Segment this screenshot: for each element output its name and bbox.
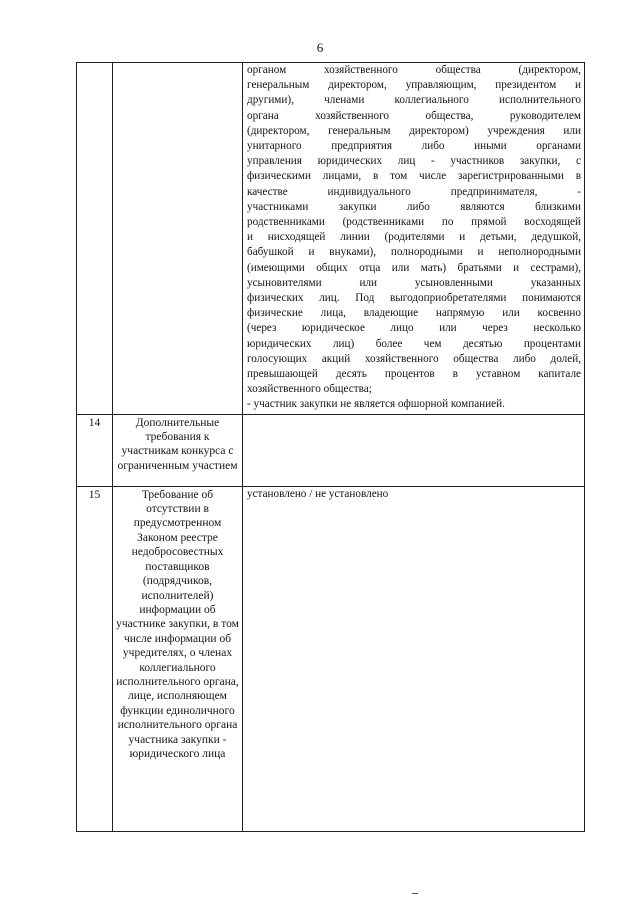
requirement-text-line: управления юридических лиц - участников закупки, с — [247, 155, 581, 168]
table-row-15 — [77, 486, 585, 831]
requirement-value — [243, 415, 584, 416]
requirement-value-cell — [243, 486, 585, 831]
requirement-text-line: бабушкой и внуками), полнородными и неполнородными — [247, 246, 581, 259]
requirement-text-line: превышающей десять процентов в уставном капитале — [247, 368, 581, 381]
requirement-name: Дополнительные требования к участникам конкурса с ограниченным участием — [117, 416, 238, 472]
requirement-text-line: (директором, генеральным директором) учреждения или — [247, 124, 581, 137]
requirement-text-line: физические лица, владеющие напрямую или косвенно — [247, 307, 581, 320]
requirement-text-line: (через юридическое лицо или через несколько — [247, 322, 581, 335]
requirement-name-cell — [113, 486, 243, 831]
requirement-text-line: усыновителями или усыновленными указанных — [247, 276, 581, 289]
requirement-name: Требование об отсутствии в предусмотренном Законом реестре недобросовестных поставщиков (подрядчиков, исполнителей) информации об участнике закупки, в том числе информации об учредителях, о членах коллегиального исполнительного органа, лице, исполняющем функции единоличного исполнительного органа участника закупки - юридического лица — [116, 488, 239, 760]
requirement-text-line: юридических лиц) более чем десятью процентами — [247, 337, 581, 350]
requirement-text-line: физических лиц. Под выгодоприобретателями понимаются — [247, 292, 581, 305]
requirement-text-line: и нисходящей линии (родителями и детьми, дедушкой, — [247, 231, 581, 244]
requirement-text-line: генеральным директором, управляющим, президентом и — [247, 79, 581, 92]
requirement-text-line: унитарного предприятия либо иными органами — [247, 140, 581, 153]
table-row-14 — [77, 414, 585, 486]
row-number: 15 — [88, 488, 101, 501]
page-number: 6 — [316, 40, 324, 55]
requirement-text-line: (имеющими общих отца или мать) братьями и сестрами), — [247, 261, 581, 274]
requirement-text-line: голосующих акций хозяйственного общества либо долей, — [247, 352, 581, 365]
table-row-continuation — [77, 63, 585, 415]
requirement-name-cell — [113, 414, 243, 486]
requirement-text-line: хозяйственного общества; — [247, 383, 372, 396]
requirement-name-cell — [113, 63, 243, 415]
requirement-text-line: - участник закупки не является офшорной компанией. — [247, 398, 505, 411]
row-number-cell — [77, 63, 113, 415]
requirements-table — [76, 62, 585, 832]
row-number-cell — [77, 486, 113, 831]
row-number — [77, 63, 112, 64]
scan-mark — [412, 893, 418, 894]
requirement-value: установлено / не установлено — [247, 487, 389, 500]
requirement-text-line: качестве индивидуального предпринимателя, - — [247, 185, 581, 198]
requirement-text-line: органа хозяйственного общества, руководителем — [247, 109, 581, 122]
row-number-cell — [77, 414, 113, 486]
requirement-text-line: участниками закупки либо являются близкими — [247, 200, 581, 213]
requirement-text-line: органом хозяйственного общества (директором, — [247, 64, 581, 76]
continued-requirement-text — [243, 63, 584, 414]
requirement-text-line: другими), членами коллегиального исполнительного — [247, 94, 581, 107]
row-number: 14 — [88, 416, 101, 429]
requirement-value-cell — [243, 414, 585, 486]
requirement-text-line: физическими лицами, в том числе зарегистрированными в — [247, 170, 581, 183]
requirement-text-line: родственниками (родственниками по прямой восходящей — [247, 216, 581, 229]
requirement-name — [113, 63, 242, 64]
requirement-value-cell — [243, 63, 585, 415]
